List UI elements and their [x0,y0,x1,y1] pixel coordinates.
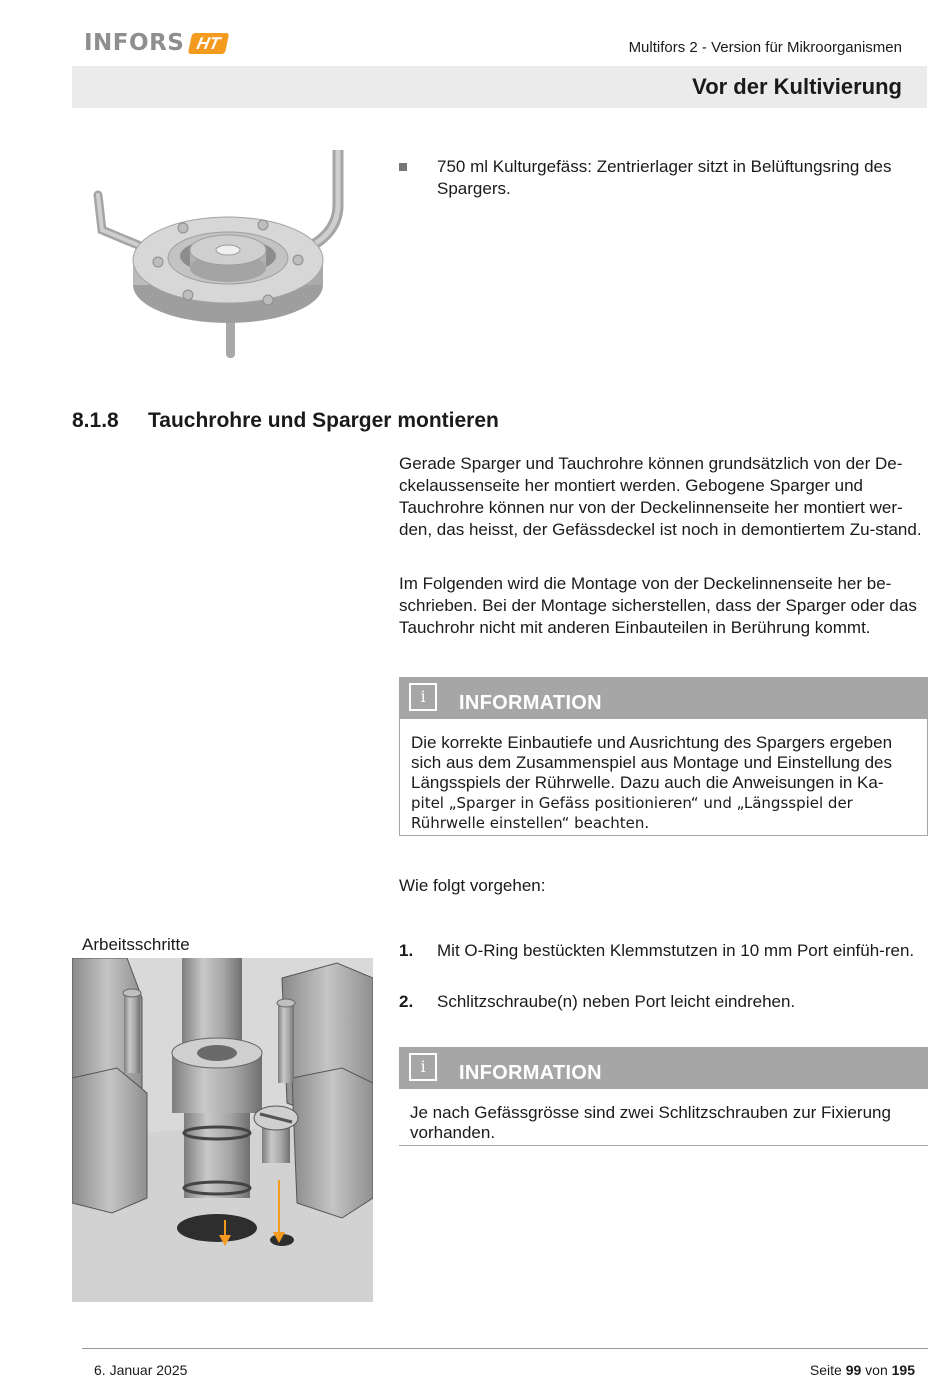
chapter-reference-link[interactable]: pitel „Sparger in Gefäss positionieren“ und „Längsspiel der Rührwelle einstellen“ beachten [411,794,853,832]
footer-divider [82,1348,928,1349]
information-text: Die korrekte Einbautiefe und Ausrichtung des Spargers ergeben sich aus dem Zusammenspiel aus Montage und Einstellung des Längsspiels der Rührwelle. Dazu auch die Anweisungen in Ka- [411,733,893,792]
page-mid: von [865,1362,888,1378]
information-body [399,719,928,836]
document-title: Multifors 2 - Version für Mikroorganismen [628,39,902,56]
step-text: Mit O-Ring bestückten Klemmstutzen in 10 mm Port einfüh-ren. [437,941,915,960]
page-prefix: Seite [809,1362,842,1378]
section-number: 8.1.8 [72,409,119,432]
bullet-item [399,156,924,200]
logo-wordmark: INFORS [84,30,185,56]
paragraph-1: Gerade Sparger und Tauchrohre können grundsätzlich von der De-ckelaussenseite her montiert werden. Gebogene Sparger und Tauchrohre können nur von der Deckelinnenseite her montiert wer-den, das heisst, der Gefässdeckel ist noch in demontiertem Zu-stand. [399,454,922,539]
information-label: INFORMATION [459,692,602,714]
information-header [399,1047,928,1089]
logo-badge: HT [188,33,229,54]
information-box-1 [399,677,928,836]
clamping-port-figure [72,958,373,1302]
information-header [399,677,928,719]
footer-date: 6. Januar 2025 [94,1362,188,1378]
chapter-title: Vor der Kultivierung [692,74,902,99]
current-page: 99 [845,1362,862,1378]
total-pages: 195 [891,1362,915,1378]
step-2 [399,991,924,1013]
info-icon: i [409,1053,437,1081]
section-title: Tauchrohre und Sparger montieren [148,409,499,432]
information-label: INFORMATION [459,1062,602,1084]
steps-label: Arbeitsschritte [82,935,190,954]
sparger-ring-figure [88,150,368,365]
information-text-end: . [644,813,650,832]
infors-logo [84,29,227,57]
information-body [399,1089,928,1146]
bullet-square-icon [399,163,407,171]
step-number: 1. [399,941,414,960]
chapter-band [72,66,927,108]
step-number: 2. [399,992,414,1011]
info-icon: i [409,683,437,711]
procedure-intro: Wie folgt vorgehen: [399,876,546,895]
information-text: Je nach Gefässgrösse sind zwei Schlitzschrauben zur Fixierung vorhanden. [410,1103,891,1142]
step-text: Schlitzschraube(n) neben Port leicht eindrehen. [437,992,796,1011]
bullet-text: 750 ml Kulturgefäss: Zentrierlager sitzt in Belüftungsring des Spargers. [437,157,892,198]
footer-page-number [810,1362,915,1378]
information-box-2 [399,1047,928,1146]
paragraph-2: Im Folgenden wird die Montage von der Deckelinnenseite her be-schrieben. Bei der Montage sicherstellen, dass der Sparger oder das Tauchrohr nicht mit anderen Einbauteilen in Berührung kommt. [399,574,917,637]
step-1 [399,940,924,962]
